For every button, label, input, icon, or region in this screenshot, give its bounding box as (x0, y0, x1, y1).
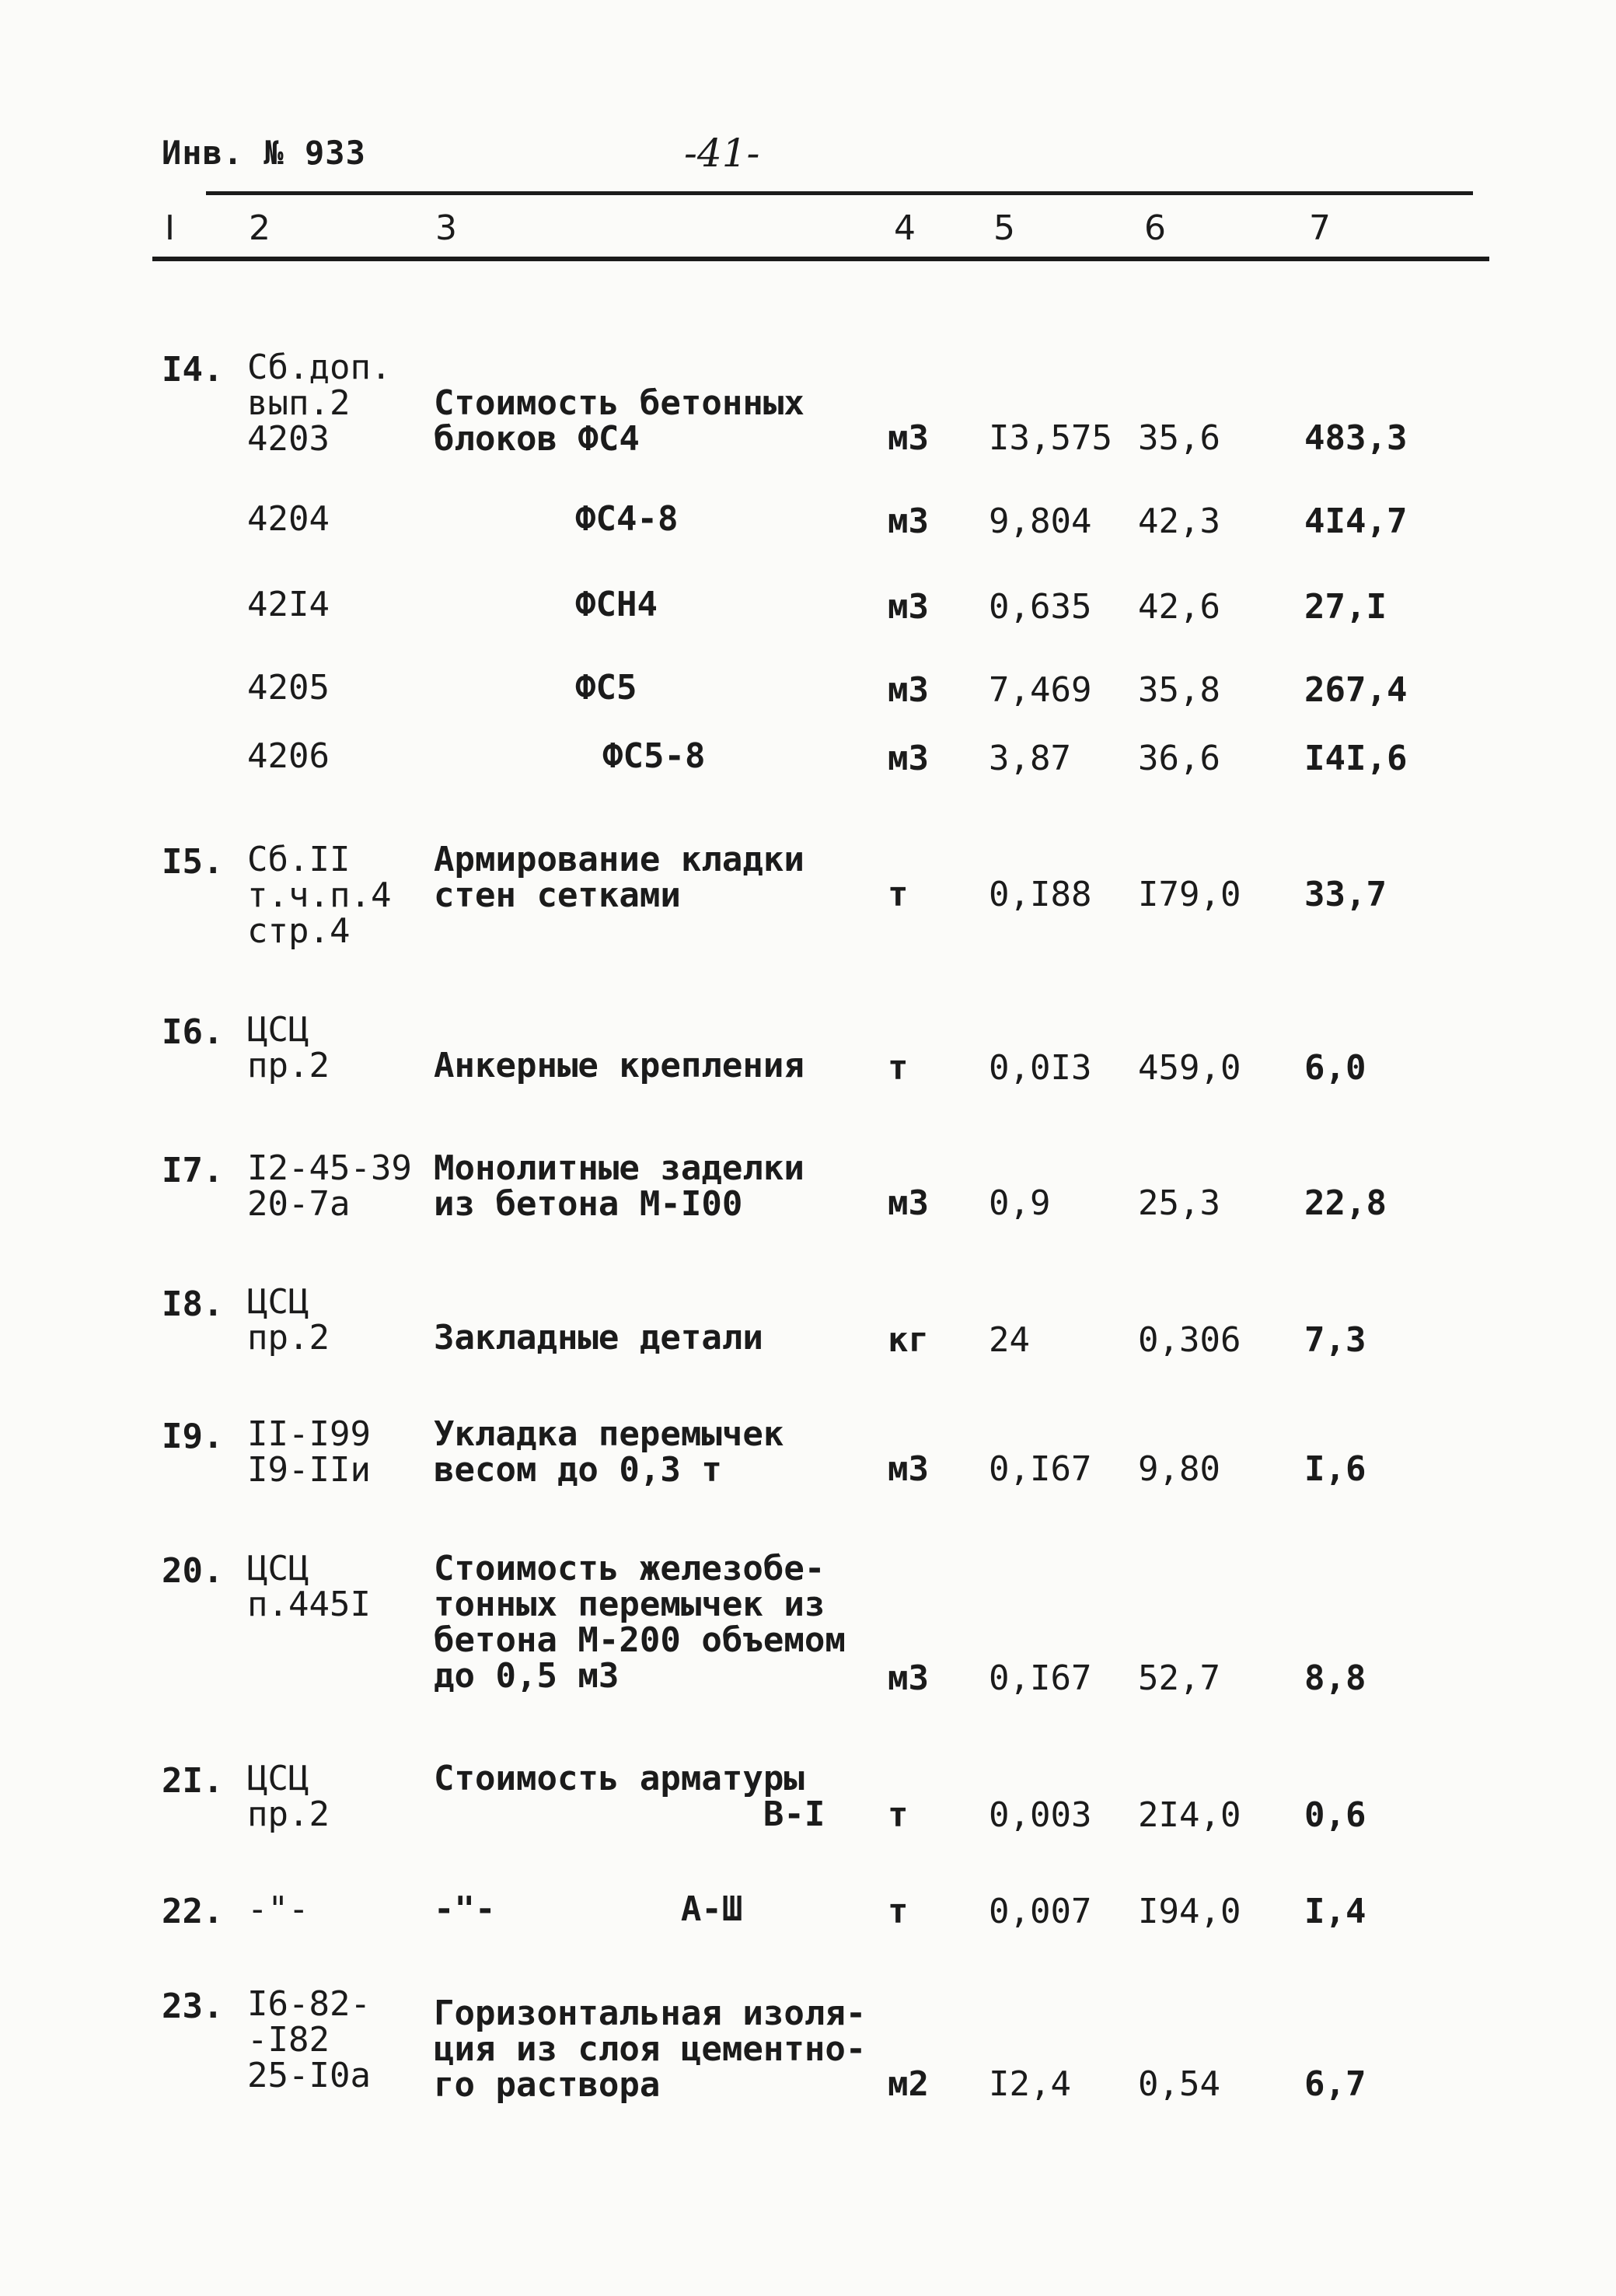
row-total: I4I,6 (1304, 739, 1408, 778)
row-total: 483,3 (1304, 418, 1408, 458)
row-number: I5. (162, 842, 224, 882)
row-code: ЦСЦ пр.2 (247, 1759, 330, 1834)
row-quantity: 0,9 (989, 1183, 1051, 1223)
row-total: 22,8 (1304, 1183, 1387, 1223)
row-total: I,6 (1304, 1449, 1366, 1489)
row-price: 9,80 (1138, 1449, 1220, 1489)
row-quantity: 0,003 (989, 1795, 1092, 1835)
row-price: 25,3 (1138, 1183, 1220, 1223)
row-quantity: 0,635 (989, 587, 1092, 627)
row-code: Сб.доп. вып.2 4203 (247, 348, 392, 459)
row-price: 36,6 (1138, 739, 1220, 778)
row-unit: м3 (888, 739, 929, 778)
row-code: I6-82- -I82 25-I0а (247, 1984, 371, 2095)
row-unit: м3 (888, 670, 929, 710)
row-quantity: 0,I88 (989, 875, 1092, 914)
row-quantity: 0,I67 (989, 1449, 1092, 1489)
row-total: 33,7 (1304, 875, 1387, 914)
row-unit: т (888, 1795, 909, 1835)
row-description: Анкерные крепления (434, 1046, 805, 1085)
row-price: 35,8 (1138, 670, 1220, 710)
row-number: 23. (162, 1987, 224, 2026)
row-code: 4204 (247, 499, 330, 539)
column-number: 7 (1309, 208, 1331, 248)
header-rule-bottom (152, 257, 1489, 261)
row-total: 267,4 (1304, 670, 1408, 710)
row-unit: кг (888, 1320, 929, 1360)
row-total: 6,7 (1304, 2064, 1366, 2104)
row-number: I4. (162, 350, 224, 390)
row-total: 4I4,7 (1304, 501, 1408, 541)
row-description: Укладка перемычек весом до 0,3 т (434, 1414, 784, 1490)
row-quantity: 0,0I3 (989, 1048, 1092, 1088)
row-description: ФС5 (575, 668, 637, 708)
row-description: Стоимость бетонных блоков ФС4 (434, 383, 805, 459)
row-code: 4205 (247, 668, 330, 708)
row-unit: м3 (888, 501, 929, 541)
row-description: Закладные детали (434, 1318, 763, 1358)
column-number: 6 (1144, 208, 1166, 248)
column-number: 2 (249, 208, 270, 248)
row-description: ФС4-8 (575, 499, 679, 539)
row-number: I7. (162, 1151, 224, 1190)
row-code: II-I99 I9-IIи (247, 1414, 371, 1490)
row-quantity: 0,I67 (989, 1658, 1092, 1698)
row-unit: т (888, 1892, 909, 1931)
row-number: 22. (162, 1892, 224, 1931)
row-total: I,4 (1304, 1892, 1366, 1931)
row-quantity: 7,469 (989, 670, 1092, 710)
row-unit: м3 (888, 1183, 929, 1223)
page-number: -41- (684, 131, 760, 176)
row-description: Армирование кладки стен сетками (434, 840, 805, 915)
row-total: 0,6 (1304, 1795, 1366, 1835)
row-number: 20. (162, 1551, 224, 1591)
column-number: I (165, 208, 175, 248)
row-price: I79,0 (1138, 875, 1241, 914)
row-price: 0,306 (1138, 1320, 1241, 1360)
row-description: -"- А-Ш (434, 1889, 743, 1929)
row-quantity: I2,4 (989, 2064, 1071, 2104)
row-number: I8. (162, 1284, 224, 1324)
row-description: ФСН4 (575, 585, 658, 624)
row-description: ФС5-8 (602, 736, 706, 776)
header-rule-top (206, 191, 1473, 195)
row-quantity: 0,007 (989, 1892, 1092, 1931)
row-quantity: 24 (989, 1320, 1030, 1360)
row-description: Стоимость железобе- тонных перемычек из бетона М-200 объемом до 0,5 м3 (434, 1549, 846, 1696)
row-unit: м3 (888, 1449, 929, 1489)
row-quantity: 3,87 (989, 739, 1071, 778)
row-code: I2-45-39 20-7а (247, 1148, 412, 1224)
row-code: ЦСЦ пр.2 (247, 1010, 330, 1085)
row-price: 459,0 (1138, 1048, 1241, 1088)
row-number: I9. (162, 1417, 224, 1456)
row-price: 2I4,0 (1138, 1795, 1241, 1835)
row-code: 42I4 (247, 585, 330, 624)
row-total: 27,I (1304, 587, 1387, 627)
row-description: Стоимость арматуры В-I (434, 1759, 825, 1834)
row-price: 52,7 (1138, 1658, 1220, 1698)
row-unit: м3 (888, 587, 929, 627)
row-total: 7,3 (1304, 1320, 1366, 1360)
row-description: Монолитные заделки из бетона М-I00 (434, 1148, 805, 1224)
row-unit: т (888, 1048, 909, 1088)
row-unit: м3 (888, 418, 929, 458)
row-quantity: 9,804 (989, 501, 1092, 541)
row-code: ЦСЦ пр.2 (247, 1282, 330, 1358)
row-number: I6. (162, 1012, 224, 1052)
row-quantity: I3,575 (989, 418, 1112, 458)
row-price: 0,54 (1138, 2064, 1220, 2104)
column-number: 5 (993, 208, 1015, 248)
row-price: I94,0 (1138, 1892, 1241, 1931)
row-description: Горизонтальная изоля- ция из слоя цементно- го раствора (434, 1994, 867, 2105)
row-price: 42,3 (1138, 501, 1220, 541)
row-number: 2I. (162, 1761, 224, 1801)
row-unit: т (888, 875, 909, 914)
row-total: 8,8 (1304, 1658, 1366, 1698)
row-price: 42,6 (1138, 587, 1220, 627)
inventory-number: Инв. № 933 (162, 134, 366, 172)
column-number-row (0, 208, 1616, 247)
row-code: Сб.II т.ч.п.4 стр.4 (247, 840, 392, 951)
row-unit: м2 (888, 2064, 929, 2104)
row-code: ЦСЦ п.445I (247, 1549, 371, 1624)
row-unit: м3 (888, 1658, 929, 1698)
column-number: 3 (435, 208, 457, 248)
row-total: 6,0 (1304, 1048, 1366, 1088)
column-number: 4 (894, 208, 916, 248)
row-price: 35,6 (1138, 418, 1220, 458)
row-code: 4206 (247, 736, 330, 776)
row-code: -"- (247, 1889, 309, 1929)
